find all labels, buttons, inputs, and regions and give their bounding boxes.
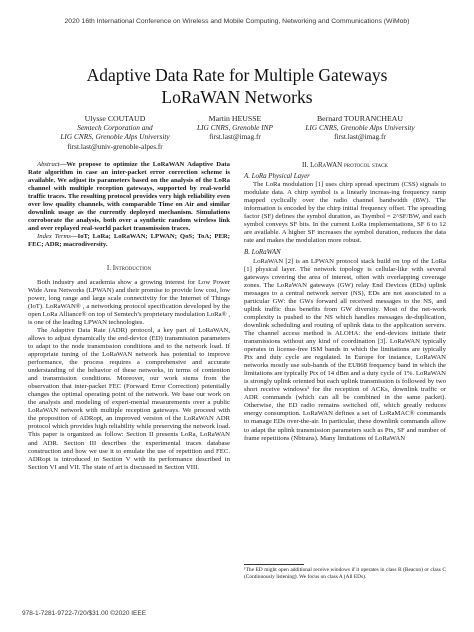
right-column <box>244 161 446 443</box>
author-email: first.last@imag.fr <box>334 132 386 142</box>
index-terms-label: Index Terms <box>37 233 71 241</box>
author-email: first.last@imag.fr <box>209 132 261 142</box>
paragraph: The LoRa modulation [1] uses chirp spread spectrum (CSS) signals to modulate data. A chirp symbol is a linearly increas-ing frequency ramp mapped cyclically over the radio channel bandwidth (BW). The information is encoded by the chirp initial frequency offset. The spreading factor (SF) defines the symbol duration, as Tsymbol = 2^SF/BW, and each symbol conveys SF bits. In the current LoRa implementations, SF 6 to 12 are available. A higher SF increases the symbol duration, reduces the data rate and makes the modulation more robust. <box>244 181 446 245</box>
author-affiliation: Semtech Corporation and <box>77 123 153 133</box>
paragraph: The Adaptive Data Rate (ADR) protocol, a key part of LoRaWAN, allows to adjust dynamically the end-device (ED) transmission parameters to adapt to the node transmission conditions and to the network load. If appropriate tuning of the LoRaWAN network has potential to improve performance, the process requires a comprehensive and accurate understanding of the behavior of these networks, in terms of contention and transmission conditions. Moreover, our work stems from the observation that inter-packet FEC (Forward Error Correction) potentially changes the optimal operating point of the network. We base our work on the analysis and modeling of experi-mental measurements over a public LoRaWAN network with multiple reception gateways. We proceed with the proposition of ADRopt, an improved version of the LoRaWAN ADR protocol which provides high reliability while preserving the network load. This paper is organized as follow: Section II presents LoRa, LoRaWAN and ADR. Section III describes the experimental traces database construction and how we use it to emulate the use of repetition and FEC. ADRopt is introduced in Section V with its performance described in Section VI and VII. The state of art is discussed in Section VIII. <box>28 326 230 471</box>
author-affiliation: LIG CNRS, Grenoble Alps University <box>305 123 415 133</box>
section-heading: II. LoRaWAN protocol stack <box>301 161 389 169</box>
author-1 <box>50 114 180 151</box>
author-email: first.last@univ-grenoble-alpes.fr <box>67 141 163 151</box>
paragraph: LoRaWAN [2] is an LPWAN protocol stack build on top of the LoRa [1] physical layer. The network topology is cellular-like with several gateways covering the area of interest, often with overlapping coverage zones. The LoRaWAN gateways (GW) relay End Devices (EDs) uplink messages to a central network server (NS), EDs are not associated to a particular GW: the GWs forward all received messages to the NS, and uplink traffic thus benefits from GW diversity. Most of the net-work complexity is pushed to the NS which handles messages de-duplication, downlink scheduling and routing of uplink data to the application servers. The channel access method is ALOHA: the end-devices initiate their transmissions without any kind of coordination [3]. LoRaWAN typically operates in license-free ISM bands in which the limitations are typically Ptx and duty cycle are regulated. In Europe for instance, LoRaWAN networks mostly use sub-bands of the EU868 frequency band in which the limitations are typically Ptx of 14 dBm and a duty cycle of 1%. LoRaWAN is strongly uplink oriented but each uplink transmission is followed by two short receive windows¹ for the reception of ACKs, downlink traffic or ADR commands (which can all be combined in the same packet). Otherwise, the ED radio remains switched off, which greatly reduces energy consumption. LoRaWAN defines a set of LoRaMAC® commands to manage EDs over-the-air. In particular, these downlink commands allow to adapt the uplink transmission parameters such as Ptx, SF and number of frame repetitions (Nbtrans). Many limitations of LoRaWAN <box>244 257 446 442</box>
footnote: ¹The ED might open additional receive windows if it operates in class B (Beacon) or class C (Continuously listening). We focus on class A (All EDs). <box>244 567 446 580</box>
author-name: Ulysse COUTAUD <box>84 114 146 123</box>
footnote-rule <box>244 564 304 565</box>
abstract-label: Abstract <box>37 161 60 168</box>
subsection-heading: A. LoRa Physical Layer <box>244 173 310 181</box>
author-affiliation: LIG CNRS, Grenoble Alps University <box>60 132 170 142</box>
title-line-2: LoRaWAN Networks <box>161 87 313 107</box>
author-name: Martin HEUSSE <box>208 114 262 123</box>
title-line-1: Adaptive Data Rate for Multiple Gateways <box>86 65 388 85</box>
left-column <box>28 161 230 472</box>
copyright-footer: 978-1-7281-9722-7/20/$31.00 ©2020 IEEE <box>22 610 147 617</box>
abstract-text: We propose to optimize the LoRaWAN Adaptive Data Rate algorithm in case an inter-packet error correction scheme is available. We adjust its parameters based on the analysis of the LoRa channel with multiple reception gateways, supported by real-world traffic traces. The resulting protocol provides very high reliability even over low quality channels, with comparable Time on Air and similar downlink usage as the currently deployed mechanism. Simulations corroborate the analysis, both over a synthetic random wireless link and over replayed real-world packet transmission traces. <box>28 161 230 233</box>
author-2 <box>180 114 290 142</box>
conference-header: 2020 16th International Conference on Wireless and Mobile Computing, Networking and Communications (WiMob) <box>64 18 410 25</box>
abstract: Abstract—We propose to optimize the LoRaWAN Adaptive Data Rate algorithm in case an inter-packet error correction scheme is available. We adjust its parameters based on the analysis of the LoRa channel with multiple reception gateways, supported by real-world traffic traces. The resulting protocol provides very high reliability even over low quality channels, with comparable Time on Air and similar downlink usage as the currently deployed mechanism. Simulations corroborate the analysis, both over a synthetic random wireless link and over replayed real-world packet transmission traces. <box>28 161 230 233</box>
author-3 <box>290 114 430 142</box>
index-terms: Index Terms—IoT; LoRa; LoRaWAN; LPWAN; QoS; ToA; PER; FEC; ADR; macrodiversity. <box>28 233 230 249</box>
paper-title <box>0 64 474 108</box>
author-affiliation: LIG CNRS, Grenoble INP <box>197 123 273 133</box>
paragraph: Both industry and academia show a growing interest for Low Power Wide Area Networks (LPWAN) and their promise to provide low cost, low power, long range and large scale connectivity for the Internet of Things (IoT). LoRaWAN® , a networking protocol specification developed by the open LoRa Alliance® on top of Semtech’s proprietary modulation LoRa® , is one of the leading LPWAN technologies. <box>28 278 231 326</box>
index-terms-text: IoT; LoRa; LoRaWAN; LPWAN; QoS; ToA; PER; FEC; ADR; macrodiversity. <box>28 233 230 249</box>
subsection-heading: B. LoRaWAN <box>244 249 281 257</box>
section-heading: I. Introduction <box>106 263 152 272</box>
author-name: Bernard TOURANCHEAU <box>316 114 404 123</box>
